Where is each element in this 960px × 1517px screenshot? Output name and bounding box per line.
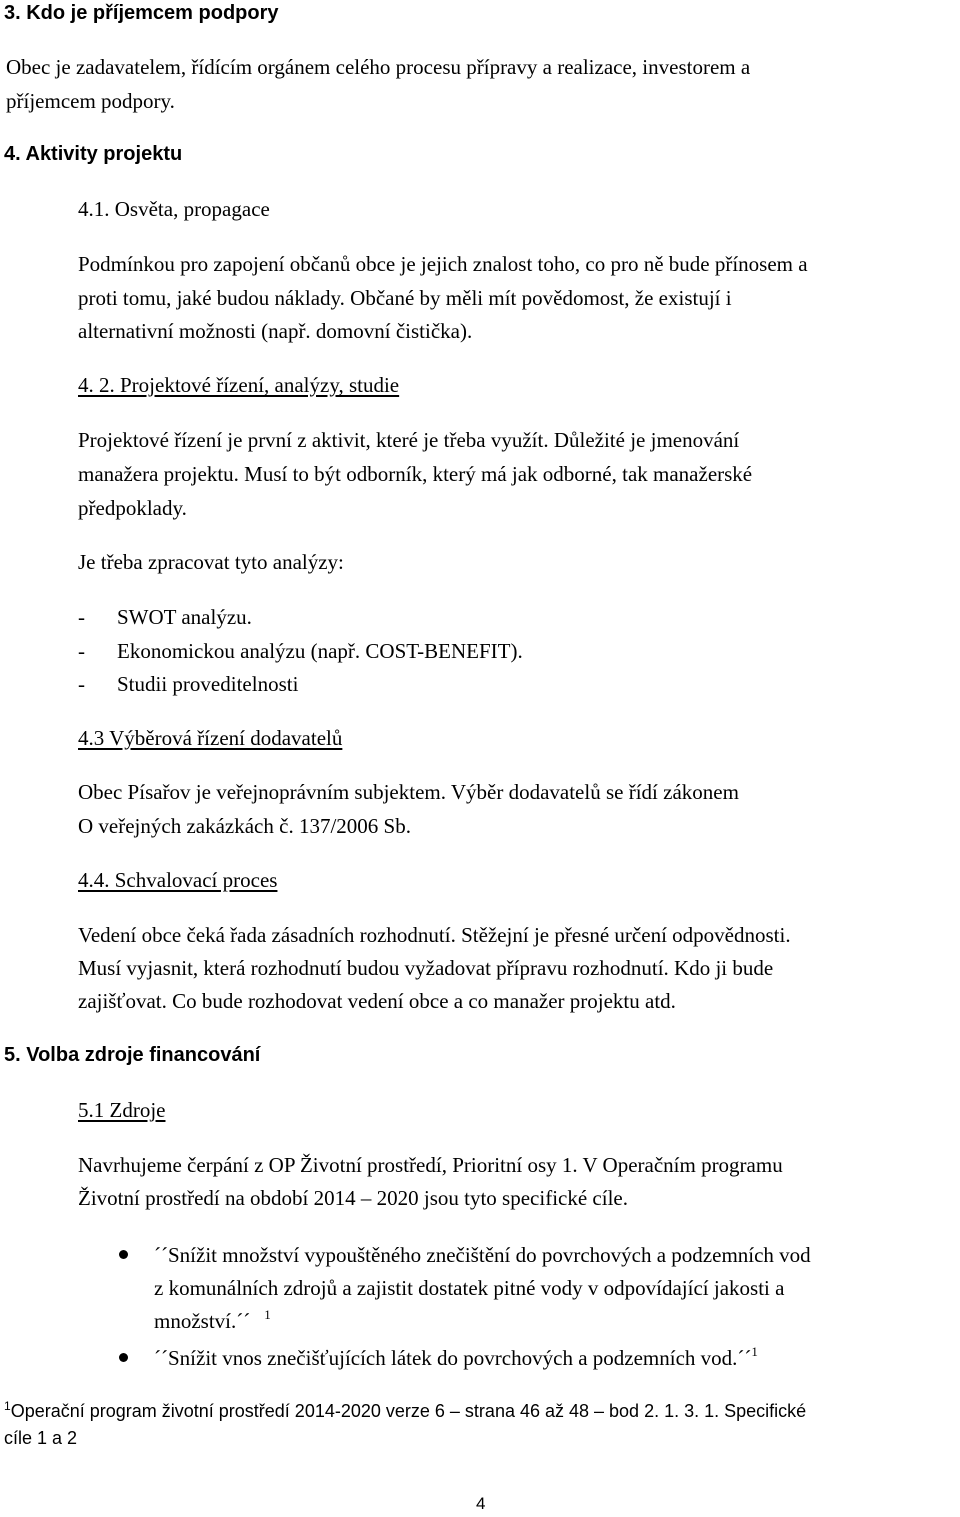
section-4-1-line-1: Podmínkou pro zapojení občanů obce je jejich znalost toho, co pro ně bude přínosem a [78,252,808,276]
section-4-1-line-3: alternativní možnosti (např. domovní čistička). [78,319,473,343]
footnote-ref: 1 [264,1307,271,1322]
section-4-1-line-2: proti tomu, jaké budou náklady. Občané by měli mít povědomost, že existují i [78,286,732,310]
analysis-item: Studii proveditelnosti [117,672,299,696]
goal-2-line-1 [154,1344,758,1375]
page-number: 4 [476,1494,486,1513]
analysis-dash: - [78,639,85,663]
analysis-dash: - [78,672,85,696]
section-4-4-line-1: Vedení obce čeká řada zásadních rozhodnutí. Stěžejní je přesné určení odpovědnosti. [78,923,791,947]
section-4-1-title: 4.1. Osvěta, propagace [78,197,270,221]
section-4-2-line-3: předpoklady. [78,496,187,520]
section-5-heading: 5. Volba zdroje financování [4,1044,261,1066]
goal-1-text-end: množství.´´ [154,1309,251,1333]
footnote-text: Operační program životní prostředí 2014-2020 verze 6 – strana 46 až 48 – bod 2. 1. 3. 1. Specifické [10,1401,807,1421]
section-4-3-line-2: O veřejných zakázkách č. 137/2006 Sb. [78,814,411,838]
section-3-text-line-1: Obec je zadavatelem, řídícím orgánem celého procesu přípravy a realizace, investorem a [6,55,751,79]
analysis-dash: - [78,605,85,629]
section-4-2-line-2: manažera projektu. Musí to být odborník, který má jak odborné, tak manažerské [78,462,753,486]
section-3-heading: 3. Kdo je příjemcem podpory [4,2,279,24]
section-3-text-line-2: příjemcem podpory. [6,89,175,113]
analyses-intro: Je třeba zpracovat tyto analýzy: [78,550,344,574]
section-4-2-title: 4. 2. Projektové řízení, analýzy, studie [78,373,400,397]
bullet-point [119,1353,128,1362]
goal-1-line-1: ´´Snížit množství vypouštěného znečištění do povrchových a podzemních vod [154,1243,811,1267]
goal-1-line-3 [154,1307,271,1338]
bullet-point [119,1250,128,1259]
section-5-1-title: 5.1 Zdroje [78,1098,166,1122]
analysis-item: SWOT analýzu. [117,605,252,629]
section-4-2-line-1: Projektové řízení je první z aktivit, které je třeba využít. Důležité je jmenování [78,428,740,452]
section-5-1-line-2: Životní prostředí na období 2014 – 2020 jsou tyto specifické cíle. [78,1186,628,1210]
footnote-line-1 [4,1398,806,1426]
footnote-number: 1 [4,1399,11,1413]
section-4-4-title: 4.4. Schvalovací proces [78,868,278,892]
section-4-4-line-2: Musí vyjasnit, která rozhodnutí budou vyžadovat přípravu rozhodnutí. Kdo ji bude [78,956,774,980]
section-4-heading: 4. Aktivity projektu [4,143,183,165]
goal-2-text: ´´Snížit vnos znečišťujících látek do povrchových a podzemních vod.´´ [154,1346,752,1370]
section-5-1-line-1: Navrhujeme čerpání z OP Životní prostředí, Prioritní osy 1. V Operačním programu [78,1153,783,1177]
footnote-ref: 1 [751,1344,758,1359]
section-4-3-title: 4.3 Výběrová řízení dodavatelů [78,726,343,750]
footnote-line-2: cíle 1 a 2 [4,1428,78,1448]
goal-1-line-2: z komunálních zdrojů a zajistit dostatek pitné vody v odpovídající jakosti a [154,1276,785,1300]
section-4-4-line-3: zajišťovat. Co bude rozhodovat vedení obce a co manažer projektu atd. [78,989,676,1013]
analysis-item: Ekonomickou analýzu (např. COST-BENEFIT). [117,639,523,663]
section-4-3-line-1: Obec Písařov je veřejnoprávním subjektem. Výběr dodavatelů se řídí zákonem [78,780,739,804]
